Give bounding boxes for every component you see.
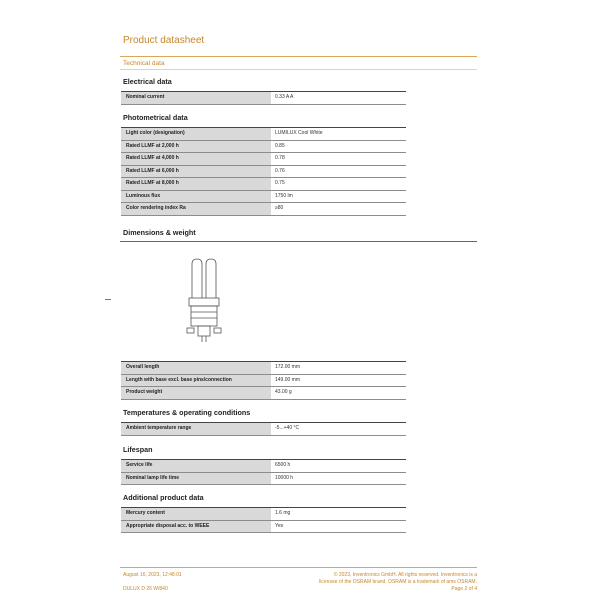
dimensions-divider: [120, 241, 477, 242]
row-value: 1750 lm: [275, 192, 293, 199]
temperatures-table: [121, 422, 406, 436]
row-label: Rated LLMF at 6,000 h: [121, 166, 271, 178]
row-label: Luminous flux: [121, 191, 271, 203]
footer-date: August 16, 2023, 12:48:01: [123, 572, 182, 578]
table-row: [121, 423, 406, 436]
row-value: 0.85: [275, 142, 285, 149]
temperatures-heading: Temperatures & operating conditions: [123, 408, 251, 417]
footer-page-number: Page 2 of 4: [451, 586, 477, 592]
row-value: LUMILUX Cool White: [275, 130, 323, 136]
photometrical-heading: Photometrical data: [123, 113, 188, 122]
footer-divider: [120, 567, 477, 568]
row-value: 0.78: [275, 155, 285, 161]
table-row: [121, 203, 406, 216]
row-value: ≥80: [275, 205, 284, 211]
photometrical-table: [121, 127, 406, 216]
row-value: 0.76: [275, 167, 285, 174]
row-value: Yes: [275, 522, 284, 529]
electrical-heading: Electrical data: [123, 77, 172, 86]
table-row: [121, 362, 406, 375]
section-label: Technical data: [123, 60, 165, 67]
row-label: Length with base excl. base pins/connection: [121, 375, 271, 387]
row-label: Product weight: [121, 387, 271, 399]
additional-heading: Additional product data: [123, 493, 204, 502]
title-divider: [120, 56, 477, 57]
table-row: [121, 141, 406, 154]
row-label: Rated LLMF at 2,000 h: [121, 141, 271, 153]
table-row: [121, 178, 406, 191]
row-label: Mercury content: [121, 508, 271, 520]
row-value: -5...+40 °C: [275, 425, 300, 431]
footer-product: DULUX D 26 W/840: [123, 586, 168, 592]
dimensions-table: [121, 361, 406, 400]
table-row: [121, 166, 406, 179]
lifespan-heading: Lifespan: [123, 445, 153, 454]
table-row: [121, 460, 406, 473]
row-label: Ambient temperature range: [121, 423, 271, 435]
table-row: [121, 521, 406, 534]
table-row: [121, 128, 406, 141]
row-label: Nominal current: [121, 92, 271, 104]
lamp-drawing-icon: [176, 256, 232, 346]
lifespan-table: [121, 459, 406, 485]
row-label: Color rendering index Ra: [121, 203, 271, 215]
row-label: Rated LLMF at 8,000 h: [121, 178, 271, 190]
additional-table: [121, 507, 406, 533]
row-label: Rated LLMF at 4,000 h: [121, 153, 271, 165]
row-value: 6500 h: [275, 462, 291, 468]
electrical-table: [121, 91, 406, 105]
row-value: 172.00 mm: [275, 364, 301, 370]
row-value: 10000 h: [275, 474, 294, 481]
table-row: [121, 92, 406, 105]
section-divider: [120, 69, 477, 70]
page-title: Product datasheet: [123, 35, 205, 46]
footer-copyright-line2: licensee of the OSRAM brand. OSRAM is a trademark of ams OSRAM.: [319, 579, 477, 585]
row-label: Overall length: [121, 362, 271, 374]
row-value: 1.6 mg: [275, 510, 291, 516]
row-label: Nominal lamp life time: [121, 473, 271, 485]
dimensions-heading: Dimensions & weight: [123, 228, 196, 237]
footer-copyright-line1: © 2023, Inventronics GmbH. All rights reserved. Inventronics is a: [333, 572, 477, 578]
row-value: 43.00 g: [275, 389, 292, 395]
table-row: [121, 473, 406, 486]
table-row: [121, 153, 406, 166]
margin-mark: [105, 299, 111, 300]
row-value: 149.00 mm: [275, 376, 301, 383]
row-value: 0.33 A A: [275, 94, 294, 100]
table-row: [121, 387, 406, 400]
row-label: Service life: [121, 460, 271, 472]
table-row: [121, 191, 406, 204]
row-value: 0.75: [275, 180, 285, 186]
row-label: Light color (designation): [121, 128, 271, 140]
table-row: [121, 375, 406, 388]
row-label: Appropriate disposal acc. to WEEE: [121, 521, 271, 533]
table-row: [121, 508, 406, 521]
